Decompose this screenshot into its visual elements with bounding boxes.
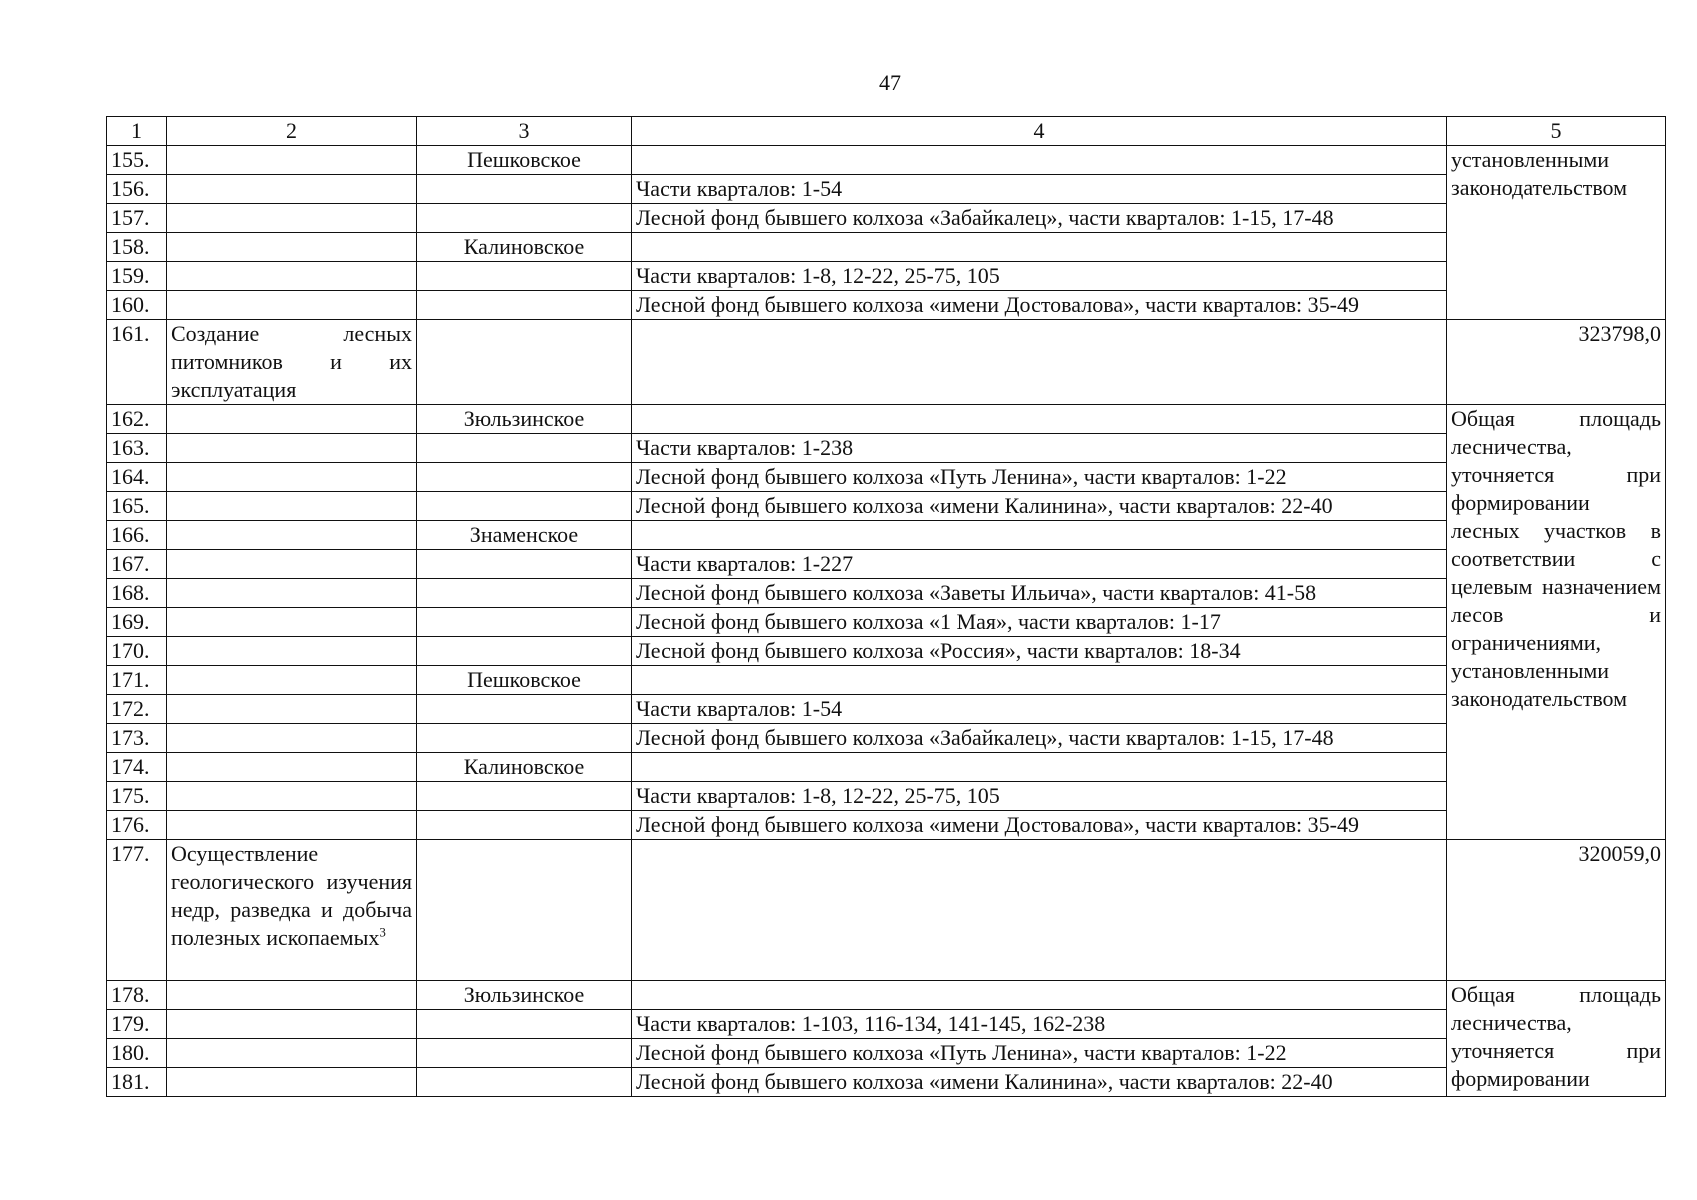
quarters-cell [632, 146, 1447, 175]
row-number: 158. [107, 233, 167, 262]
table-row [107, 550, 1666, 579]
table-row [107, 204, 1666, 233]
row-number: 178. [107, 981, 167, 1010]
quarters-cell: Лесной фонд бывшего колхоза «Забайкалец», части кварталов: 1-15, 17-48 [632, 724, 1447, 753]
table-row [107, 492, 1666, 521]
table-row [107, 1068, 1666, 1097]
row-number: 162. [107, 405, 167, 434]
table-row [107, 291, 1666, 320]
district-forestry-cell [417, 608, 632, 637]
table-row [107, 840, 1666, 981]
activity-type-cell [167, 492, 417, 521]
district-forestry-cell [417, 637, 632, 666]
quarters-cell: Лесной фонд бывшего колхоза «имени Достовалова», части кварталов: 35-49 [632, 811, 1447, 840]
district-forestry-cell [417, 811, 632, 840]
table-row [107, 233, 1666, 262]
row-number: 168. [107, 579, 167, 608]
area-note-cell: Общая площадь лесничества, уточняется при формировании лесных участков в соответствии с целевым назначением лесов и ограничениями, установленными законодательством [1447, 405, 1666, 840]
row-number: 177. [107, 840, 167, 981]
activity-type-cell [167, 291, 417, 320]
quarters-cell: Части кварталов: 1-227 [632, 550, 1447, 579]
activity-type-cell [167, 1039, 417, 1068]
table-row [107, 434, 1666, 463]
row-number: 173. [107, 724, 167, 753]
quarters-cell [632, 405, 1447, 434]
area-value-cell: 320059,0 [1447, 840, 1666, 981]
quarters-cell: Лесной фонд бывшего колхоза «Забайкалец», части кварталов: 1-15, 17-48 [632, 204, 1447, 233]
table-row [107, 608, 1666, 637]
row-number: 159. [107, 262, 167, 291]
quarters-cell: Части кварталов: 1-8, 12-22, 25-75, 105 [632, 782, 1447, 811]
column-header: 1 [107, 117, 167, 146]
activity-type-cell [167, 463, 417, 492]
table-row [107, 666, 1666, 695]
activity-type-cell [167, 233, 417, 262]
district-forestry-cell: Калиновское [417, 233, 632, 262]
table-row [107, 579, 1666, 608]
district-forestry-cell [417, 724, 632, 753]
row-number: 161. [107, 320, 167, 405]
row-number: 155. [107, 146, 167, 175]
district-forestry-cell [417, 463, 632, 492]
district-forestry-cell: Пешковское [417, 666, 632, 695]
quarters-cell: Лесной фонд бывшего колхоза «Заветы Ильича», части кварталов: 41-58 [632, 579, 1447, 608]
forestry-table [106, 116, 1666, 1097]
row-number: 174. [107, 753, 167, 782]
column-header: 2 [167, 117, 417, 146]
quarters-cell [632, 981, 1447, 1010]
quarters-cell: Части кварталов: 1-238 [632, 434, 1447, 463]
table-row [107, 262, 1666, 291]
activity-type-text: Осуществление геологического изучения недр, разведка и добыча полезных ископаемых [171, 841, 412, 950]
row-number: 172. [107, 695, 167, 724]
quarters-cell [632, 753, 1447, 782]
district-forestry-cell [417, 1039, 632, 1068]
quarters-cell: Части кварталов: 1-54 [632, 175, 1447, 204]
row-number: 179. [107, 1010, 167, 1039]
activity-type-cell: Создание лесных питомников и их эксплуатация [167, 320, 417, 405]
table-row [107, 1010, 1666, 1039]
row-number: 164. [107, 463, 167, 492]
activity-type-cell [167, 637, 417, 666]
activity-type-cell [167, 753, 417, 782]
activity-type-cell [167, 579, 417, 608]
quarters-cell [632, 666, 1447, 695]
table-row [107, 811, 1666, 840]
activity-type-cell [167, 146, 417, 175]
activity-type-cell [167, 1068, 417, 1097]
footnote-marker: 3 [379, 924, 386, 940]
quarters-cell: Лесной фонд бывшего колхоза «Путь Ленина», части кварталов: 1-22 [632, 1039, 1447, 1068]
quarters-cell [632, 521, 1447, 550]
district-forestry-cell [417, 320, 632, 405]
quarters-cell: Части кварталов: 1-8, 12-22, 25-75, 105 [632, 262, 1447, 291]
quarters-cell [632, 320, 1447, 405]
district-forestry-cell [417, 262, 632, 291]
district-forestry-cell [417, 175, 632, 204]
district-forestry-cell [417, 291, 632, 320]
activity-type-cell [167, 666, 417, 695]
column-header: 4 [632, 117, 1447, 146]
district-forestry-cell [417, 550, 632, 579]
row-number: 157. [107, 204, 167, 233]
quarters-cell [632, 840, 1447, 981]
table-row [107, 320, 1666, 405]
table-row [107, 175, 1666, 204]
page-number: 47 [879, 70, 901, 95]
activity-type-cell [167, 840, 417, 981]
row-number: 163. [107, 434, 167, 463]
quarters-cell: Лесной фонд бывшего колхоза «имени Калинина», части кварталов: 22-40 [632, 492, 1447, 521]
quarters-cell [632, 233, 1447, 262]
activity-type-cell [167, 405, 417, 434]
district-forestry-cell [417, 1010, 632, 1039]
area-note-cell: Общая площадь лесничества, уточняется при формировании [1447, 981, 1666, 1097]
area-note-cell: установленными законодательством [1447, 146, 1666, 320]
district-forestry-cell: Зюльзинское [417, 981, 632, 1010]
activity-type-cell [167, 262, 417, 291]
quarters-cell: Лесной фонд бывшего колхоза «Россия», части кварталов: 18-34 [632, 637, 1447, 666]
district-forestry-cell [417, 434, 632, 463]
activity-type-cell [167, 550, 417, 579]
column-header: 3 [417, 117, 632, 146]
activity-type-cell [167, 811, 417, 840]
quarters-cell: Лесной фонд бывшего колхоза «Путь Ленина», части кварталов: 1-22 [632, 463, 1447, 492]
row-number: 181. [107, 1068, 167, 1097]
activity-type-cell [167, 695, 417, 724]
table-row [107, 782, 1666, 811]
quarters-cell: Части кварталов: 1-54 [632, 695, 1447, 724]
activity-type-cell [167, 724, 417, 753]
table-row [107, 695, 1666, 724]
column-header: 5 [1447, 117, 1666, 146]
table-header-row [107, 117, 1666, 146]
activity-type-cell [167, 521, 417, 550]
table-row [107, 405, 1666, 434]
table-row [107, 521, 1666, 550]
quarters-cell: Лесной фонд бывшего колхоза «имени Калинина», части кварталов: 22-40 [632, 1068, 1447, 1097]
district-forestry-cell: Пешковское [417, 146, 632, 175]
row-number: 160. [107, 291, 167, 320]
row-number: 170. [107, 637, 167, 666]
row-number: 169. [107, 608, 167, 637]
district-forestry-cell [417, 695, 632, 724]
row-number: 175. [107, 782, 167, 811]
activity-type-cell [167, 204, 417, 233]
quarters-cell: Лесной фонд бывшего колхоза «имени Достовалова», части кварталов: 35-49 [632, 291, 1447, 320]
activity-type-cell [167, 175, 417, 204]
row-number: 176. [107, 811, 167, 840]
activity-type-cell [167, 1010, 417, 1039]
table-row [107, 463, 1666, 492]
table-row [107, 981, 1666, 1010]
district-forestry-cell [417, 782, 632, 811]
row-number: 167. [107, 550, 167, 579]
table-row [107, 146, 1666, 175]
row-number: 180. [107, 1039, 167, 1068]
district-forestry-cell [417, 1068, 632, 1097]
district-forestry-cell: Зюльзинское [417, 405, 632, 434]
activity-type-cell [167, 434, 417, 463]
district-forestry-cell [417, 579, 632, 608]
district-forestry-cell [417, 204, 632, 233]
row-number: 165. [107, 492, 167, 521]
table-row [107, 753, 1666, 782]
row-number: 156. [107, 175, 167, 204]
table-row [107, 637, 1666, 666]
table-row [107, 724, 1666, 753]
district-forestry-cell: Калиновское [417, 753, 632, 782]
district-forestry-cell [417, 492, 632, 521]
district-forestry-cell [417, 840, 632, 981]
table-row [107, 1039, 1666, 1068]
quarters-cell: Лесной фонд бывшего колхоза «1 Мая», части кварталов: 1-17 [632, 608, 1447, 637]
activity-type-cell [167, 782, 417, 811]
area-value-cell: 323798,0 [1447, 320, 1666, 405]
activity-type-cell [167, 608, 417, 637]
activity-type-cell [167, 981, 417, 1010]
row-number: 171. [107, 666, 167, 695]
row-number: 166. [107, 521, 167, 550]
district-forestry-cell: Знаменское [417, 521, 632, 550]
quarters-cell: Части кварталов: 1-103, 116-134, 141-145, 162-238 [632, 1010, 1447, 1039]
